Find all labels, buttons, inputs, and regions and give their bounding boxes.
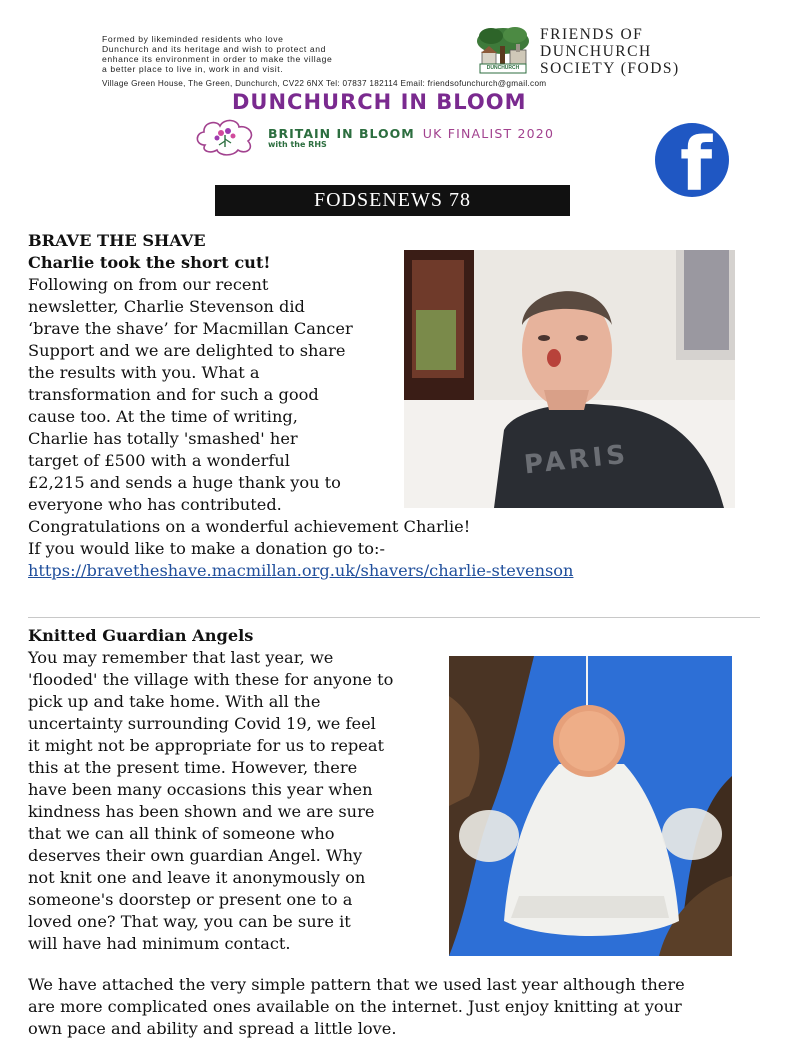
donation-link[interactable]: https://bravetheshave.macmillan.org.uk/shavers/charlie-stevenson <box>28 561 574 580</box>
intro-line: Formed by likeminded residents who love <box>102 34 284 44</box>
text-line: the results with you. What a <box>28 363 260 382</box>
text-line: own pace and ability and spread a little love. <box>28 1019 397 1038</box>
text-line: deserves their own guardian Angel. Why <box>28 846 363 865</box>
knitted-angel-photo <box>449 656 732 956</box>
intro-line: a better place to live in, work in and visit. <box>102 64 284 74</box>
text-line: If you would like to make a donation go to:- <box>28 539 385 558</box>
text-line: loved one? That way, you can be sure it <box>28 912 351 931</box>
closing-paragraph <box>28 974 685 1040</box>
flower-cloud-icon <box>193 115 259 157</box>
text-line: have been many occasions this year when <box>28 780 373 799</box>
society-name-line: FRIENDS OF <box>540 26 644 43</box>
society-intro <box>102 34 402 74</box>
text-line: Charlie has totally 'smashed' her <box>28 429 298 448</box>
section-divider <box>28 617 760 618</box>
facebook-icon[interactable] <box>655 123 729 197</box>
newsletter-banner <box>215 185 570 216</box>
text-line: We have attached the very simple pattern that we used last year although there <box>28 975 685 994</box>
text-line: transformation and for such a good <box>28 385 319 404</box>
text-line: ‘brave the shave’ for Macmillan Cancer <box>28 319 353 338</box>
text-line: it might not be appropriate for us to repeat <box>28 736 385 755</box>
intro-line: enhance its environment in order to make the village <box>102 54 333 64</box>
text-line: 'flooded' the village with these for anyone to <box>28 670 394 689</box>
text-line: Congratulations on a wonderful achievement Charlie! <box>28 517 471 536</box>
britain-in-bloom-label: BRITAIN IN BLOOM <box>268 126 415 141</box>
society-name-line: SOCIETY (FODS) <box>540 60 680 77</box>
text-line: cause too. At the time of writing, <box>28 407 298 426</box>
knitted-angel-illustration <box>449 656 732 956</box>
text-line: this at the present time. However, there <box>28 758 358 777</box>
with-rhs-label: with the RHS <box>268 140 327 149</box>
text-line: Following on from our recent <box>28 275 269 294</box>
charlie-photo <box>404 250 735 508</box>
britain-in-bloom-logo <box>193 115 259 157</box>
facebook-glyph: f <box>680 123 713 197</box>
in-bloom-title: DUNCHURCH IN BLOOM <box>232 90 527 114</box>
text-line: everyone who has contributed. <box>28 495 282 514</box>
logo-caption: DUNCHURCH <box>486 65 520 71</box>
text-line: that we can all think of someone who <box>28 824 335 843</box>
text-line: target of £500 with a wonderful <box>28 451 290 470</box>
article-knitted-angels <box>28 625 393 955</box>
text-line: uncertainty surrounding Covid 19, we feel <box>28 714 376 733</box>
fods-logo <box>472 24 534 76</box>
shirt-text: PARIS <box>522 439 631 481</box>
text-line: someone's doorstep or present one to a <box>28 890 353 909</box>
article-heading: BRAVE THE SHAVE <box>28 231 206 250</box>
article-heading: Knitted Guardian Angels <box>28 626 254 645</box>
text-line: Support and we are delighted to share <box>28 341 346 360</box>
society-name-line: DUNCHURCH <box>540 43 652 60</box>
newsletter-title: FODSENEWS 78 <box>313 189 471 211</box>
text-line: will have had minimum contact. <box>28 934 291 953</box>
contact-address: Village Green House, The Green, Dunchurch, CV22 6NX Tel: 07837 182114 Email: friendsofunchurch@gmail.com <box>102 79 547 88</box>
text-line: are more complicated ones available on the internet. Just enjoy knitting at your <box>28 997 682 1016</box>
text-line: kindness has been shown and we are sure <box>28 802 375 821</box>
society-name <box>540 26 680 77</box>
article-subheading: Charlie took the short cut! <box>28 253 271 272</box>
text-line: £2,215 and sends a huge thank you to <box>28 473 341 492</box>
text-line: pick up and take home. With all the <box>28 692 321 711</box>
intro-line: Dunchurch and its heritage and wish to protect and <box>102 44 326 54</box>
text-line: not knit one and leave it anonymously on <box>28 868 366 887</box>
text-line: You may remember that last year, we <box>28 648 334 667</box>
uk-finalist-label: UK FINALIST 2020 <box>422 126 555 141</box>
text-line: newsletter, Charlie Stevenson did <box>28 297 305 316</box>
